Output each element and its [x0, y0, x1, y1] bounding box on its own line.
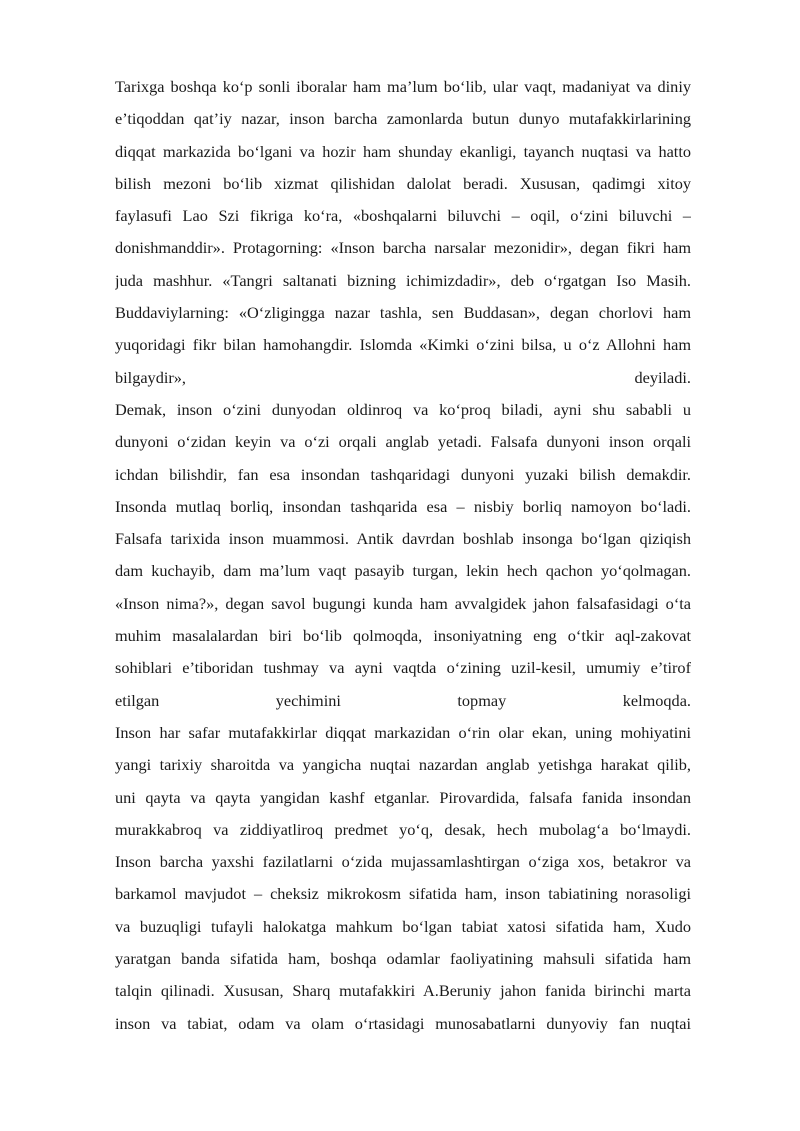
text-line: e’tiqoddan qat’iy nazar, inson barcha zamonlarda butun dunyo mutafakkirlarining [115, 109, 691, 129]
text-line: inson va tabiat, odam va olam o‘rtasidagi munosabatlarni dunyoviy fan nuqtai [115, 1013, 691, 1033]
text-line: dunyoni o‘zidan keyin va o‘zi orqali anglab yetadi. Falsafa dunyoni inson orqali [115, 432, 691, 452]
text-line: dam kuchayib, dam ma’lum vaqt pasayib turgan, lekin hech qachon yo‘qolmagan. [115, 561, 691, 581]
text-line: Buddaviylarning: «O‘zligingga nazar tashla, sen Buddasan», degan chorlovi ham [115, 303, 691, 323]
text-line: uni qayta va qayta yangidan kashf etganlar. Pirovardida, falsafa fanida insondan [115, 787, 691, 807]
text-line: diqqat markazida bo‘lgani va hozir ham shunday ekanligi, tayanch nuqtasi va hatto [115, 141, 691, 161]
text-line: va buzuqligi tufayli halokatga mahkum bo‘lgan tabiat xatosi sifatida ham, Xudo [115, 916, 691, 936]
text-line: juda mashhur. «Tangri saltanati bizning ichimizdadir», deb o‘rgatgan Iso Masih. [115, 270, 691, 290]
text-line: sohiblari e’tiboridan tushmay va ayni vaqtda o‘zining uzil-kesil, umumiy e’tirof [115, 658, 691, 678]
text-line: ichdan bilishdir, fan esa insondan tashqaridagi dunyoni yuzaki bilish demakdir. [115, 464, 691, 484]
text-line: donishmanddir». Protagorning: «Inson barcha narsalar mezonidir», degan fikri ham [115, 238, 691, 258]
text-line: talqin qilinadi. Xususan, Sharq mutafakkiri A.Beruniy jahon fanida birinchi marta [115, 981, 691, 1001]
text-line: yaratgan banda sifatida ham, boshqa odamlar faoliyatining mahsuli sifatida ham [115, 949, 691, 969]
document-page [115, 71, 691, 1040]
text-line: Tarixga boshqa ko‘p sonli iboralar ham ma’lum bo‘lib, ular vaqt, madaniyat va diniy [115, 77, 691, 96]
text-line: Inson barcha yaxshi fazilatlarni o‘zida mujassamlashtirgan o‘ziga xos, betakror va [115, 852, 691, 872]
text-line: Demak, inson o‘zini dunyodan oldinroq va ko‘proq biladi, ayni shu sababli u [115, 399, 691, 419]
text-line: faylasufi Lao Szi fikriga ko‘ra, «boshqalarni biluvchi – oqil, o‘zini biluvchi – [115, 206, 691, 226]
text-line: murakkabroq va ziddiyatliroq predmet yo‘q, desak, hech mubolag‘a bo‘lmaydi. [115, 819, 691, 839]
text-line: «Inson nima?», degan savol bugungi kunda ham avvalgidek jahon falsafasidagi o‘ta [115, 593, 691, 613]
text-line: Inson har safar mutafakkirlar diqqat markazidan o‘rin olar ekan, uning mohiyatini [115, 722, 691, 742]
text-line: bilgaydir», deyiladi. [115, 367, 691, 387]
text-line: yangi tarixiy sharoitda va yangicha nuqtai nazardan anglab yetishga harakat qilib, [115, 755, 691, 775]
text-line: barkamol mavjudot – cheksiz mikrokosm sifatida ham, inson tabiatining norasoligi [115, 884, 691, 904]
text-line: yuqoridagi fikr bilan hamohangdir. Islomda «Kimki o‘zini bilsa, u o‘z Allohni ham [115, 335, 691, 355]
text-line: muhim masalalardan biri bo‘lib qolmoqda, insoniyatning eng o‘tkir aql-zakovat [115, 626, 691, 646]
text-line: Falsafa tarixida inson muammosi. Antik davrdan boshlab insonga bo‘lgan qiziqish [115, 529, 691, 549]
text-line: Insonda mutlaq borliq, insondan tashqarida esa – nisbiy borliq namoyon bo‘ladi. [115, 496, 691, 516]
text-line: bilish mezoni bo‘lib xizmat qilishidan dalolat beradi. Xususan, qadimgi xitoy [115, 173, 691, 193]
text-line: etilgan yechimini topmay kelmoqda. [115, 690, 691, 710]
